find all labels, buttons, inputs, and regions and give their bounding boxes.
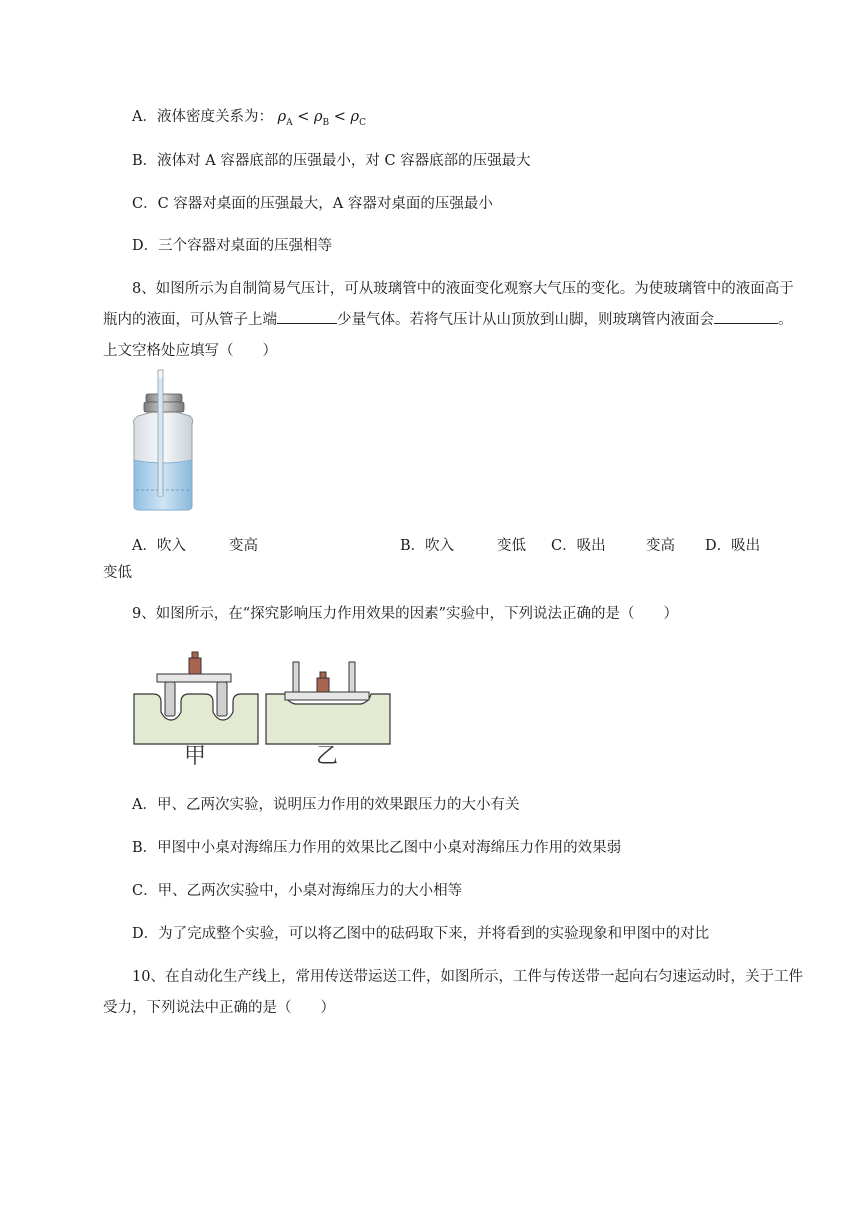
less-than: < xyxy=(292,109,314,125)
q8-option-c-value: 变高 xyxy=(646,538,675,554)
q9-option-d: D．为了完成整个实验，可以将乙图中的砝码取下来，并将看到的实验现象和甲图中的对比 xyxy=(132,926,710,942)
q8-option-d-label: D．吸出 xyxy=(705,538,761,554)
barometer-figure xyxy=(122,368,202,514)
q8-option-b-label: B．吹入 xyxy=(400,538,455,554)
figure-label-yi: 乙 xyxy=(316,744,339,769)
q8-text-part1: 8、如图所示为自制简易气压计，可从玻璃管中的液面变化观察大气压的变化。为使玻璃管中的液面高于瓶内的液面，可从管子上端 xyxy=(103,281,794,328)
q9-option-c: C．甲、乙两次实验中，小桌对海绵压力的大小相等 xyxy=(132,883,463,899)
less-than: < xyxy=(329,109,351,125)
rho-symbol: ρ xyxy=(350,109,360,125)
q8-text-part2: 少量气体。若将气压计从山顶放到山脚，则玻璃管内液面会 xyxy=(337,312,714,328)
figure-label-jia: 甲 xyxy=(184,744,207,769)
q8-blank-1 xyxy=(277,309,337,324)
q8-option-a-value: 变高 xyxy=(229,538,258,554)
q9-question: 9、如图所示，在“探究影响压力作用效果的因素”实验中，下列说法正确的是（ ） xyxy=(132,606,679,622)
q8-question xyxy=(103,274,803,367)
q8-option-d-value: 变低 xyxy=(103,565,132,581)
q7-option-d: D．三个容器对桌面的压强相等 xyxy=(132,238,333,254)
q8-blank-2 xyxy=(714,309,778,324)
rho-sub-c: C xyxy=(359,117,366,128)
rho-symbol: ρ xyxy=(277,109,287,125)
q8-option-a-label: A．吹入 xyxy=(132,538,186,554)
q10-question: 10、在自动化生产线上，常用传送带运送工件，如图所示，工件与传送带一起向右匀速运动时，关于工件受力，下列说法中正确的是（ ） xyxy=(103,969,803,1016)
q7-option-b: B．液体对 A 容器底部的压强最小，对 C 容器底部的压强最大 xyxy=(132,153,531,169)
q8-option-b-value: 变低 xyxy=(497,538,526,554)
q7-option-a xyxy=(132,107,366,133)
rho-symbol: ρ xyxy=(314,109,323,125)
q9-option-b: B．甲图中小桌对海绵压力作用的效果比乙图中小桌对海绵压力作用的效果弱 xyxy=(132,840,622,856)
pressure-experiment-figure xyxy=(133,648,395,770)
q9-option-a: A．甲、乙两次实验，说明压力作用的效果跟压力的大小有关 xyxy=(132,797,520,813)
q7-option-c: C．C 容器对桌面的压强最大，A 容器对桌面的压强最小 xyxy=(132,196,493,212)
q8-text-part3: 。上文空格处应填写（ ） xyxy=(103,312,793,359)
rho-sub-a: A xyxy=(286,117,293,128)
q7-option-a-prefix: A．液体密度关系为： xyxy=(132,109,273,125)
q8-option-c-label: C．吸出 xyxy=(551,538,606,554)
rho-sub-b: B xyxy=(322,117,330,128)
